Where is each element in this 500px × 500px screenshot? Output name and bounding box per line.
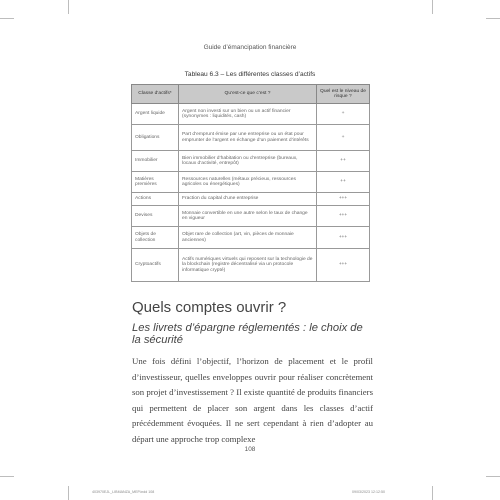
asset-description-cell: Bien immobilier d’habitation ou d’entreprise (bureaux, locaux d’activité, entrepôt) <box>179 151 317 172</box>
risk-level-cell: +++ <box>317 206 370 227</box>
crop-mark <box>432 486 433 500</box>
risk-level-cell: +++ <box>317 193 370 206</box>
slug-file-info: 403970EJL_LIBMANZA_MEP.indd 108 <box>92 490 155 494</box>
body-paragraph: Une fois défini l’objectif, l’horizon de placement et le profil d’investisseur, quelles enveloppes ouvrir pour réaliser concrètement son projet d’investissement ? Il existe quantité de produits financiers qui permettent de placer son argent dans les classes d’actif précédemment évoquées. Il ne sert cependant à rien d’adopter au départ une approche trop complexe <box>132 356 373 444</box>
risk-level-cell: + <box>317 125 370 151</box>
crop-mark <box>486 476 500 477</box>
running-head: Guide d’émancipation financière <box>203 44 297 51</box>
table-row <box>132 249 370 282</box>
asset-class-cell: Argent liquide <box>132 104 179 125</box>
asset-class-cell: Obligations <box>132 125 179 151</box>
asset-class-cell: Matières premières <box>132 172 179 193</box>
table-row <box>132 151 370 172</box>
table-row <box>132 125 370 151</box>
asset-class-cell: Objets de collection <box>132 227 179 249</box>
subsection-title: Les livrets d’épargne réglementés : le choix de la sécurité <box>132 322 363 346</box>
table-row <box>132 104 370 125</box>
crop-mark <box>68 0 69 14</box>
column-header-class: Classe d’actifs* <box>132 85 179 104</box>
asset-class-cell: Cryptoactifs <box>132 249 179 282</box>
risk-level-cell: +++ <box>317 249 370 282</box>
asset-class-cell: Actions <box>132 193 179 206</box>
asset-description-cell: Actifs numériques virtuels qui reposent sur la technologie de la blockchain (registre décentralisé via un protocole informatique crypté) <box>179 249 317 282</box>
table-row <box>132 172 370 193</box>
asset-description-cell: Fraction du capital d’une entreprise <box>179 193 317 206</box>
risk-level-cell: +++ <box>317 227 370 249</box>
risk-level-cell: ++ <box>317 151 370 172</box>
page-number: 108 <box>244 446 256 453</box>
column-header-risk: Quel est le niveau de risque ? <box>317 85 370 104</box>
crop-mark <box>486 18 500 19</box>
asset-class-cell: Immobilier <box>132 151 179 172</box>
asset-class-cell: Devises <box>132 206 179 227</box>
risk-level-cell: ++ <box>317 172 370 193</box>
table-row <box>132 227 370 249</box>
asset-description-cell: Argent non investi sur un bien ou un actif financier (synonymes : liquidités, cash) <box>179 104 317 125</box>
crop-mark <box>68 486 69 500</box>
crop-mark <box>0 18 14 19</box>
table-title: Tableau 6.3 – Les différentes classes d’actifs <box>184 71 316 78</box>
asset-classes-table <box>131 84 370 282</box>
risk-level-cell: + <box>317 104 370 125</box>
asset-description-cell: Monnaie convertible en une autre selon le taux de change en vigueur <box>179 206 317 227</box>
crop-mark <box>432 0 433 14</box>
asset-description-cell: Ressources naturelles (métaux précieux, ressources agricoles ou énergétiques) <box>179 172 317 193</box>
column-header-description: Qu’est-ce que c’est ? <box>179 85 317 104</box>
table-header-row <box>132 85 370 104</box>
table-row <box>132 206 370 227</box>
slug-timestamp: 09/03/2023 12:12:50 <box>352 490 385 494</box>
asset-description-cell: Objet rare de collection (art, vin, pièces de monnaie anciennes) <box>179 227 317 249</box>
asset-description-cell: Part d’emprunt émise par une entreprise ou un état pour emprunter de l’argent en échange d’un paiement d’intérêts <box>179 125 317 151</box>
section-title: Quels comptes ouvrir ? <box>132 299 287 316</box>
crop-mark <box>0 476 14 477</box>
table-row <box>132 193 370 206</box>
